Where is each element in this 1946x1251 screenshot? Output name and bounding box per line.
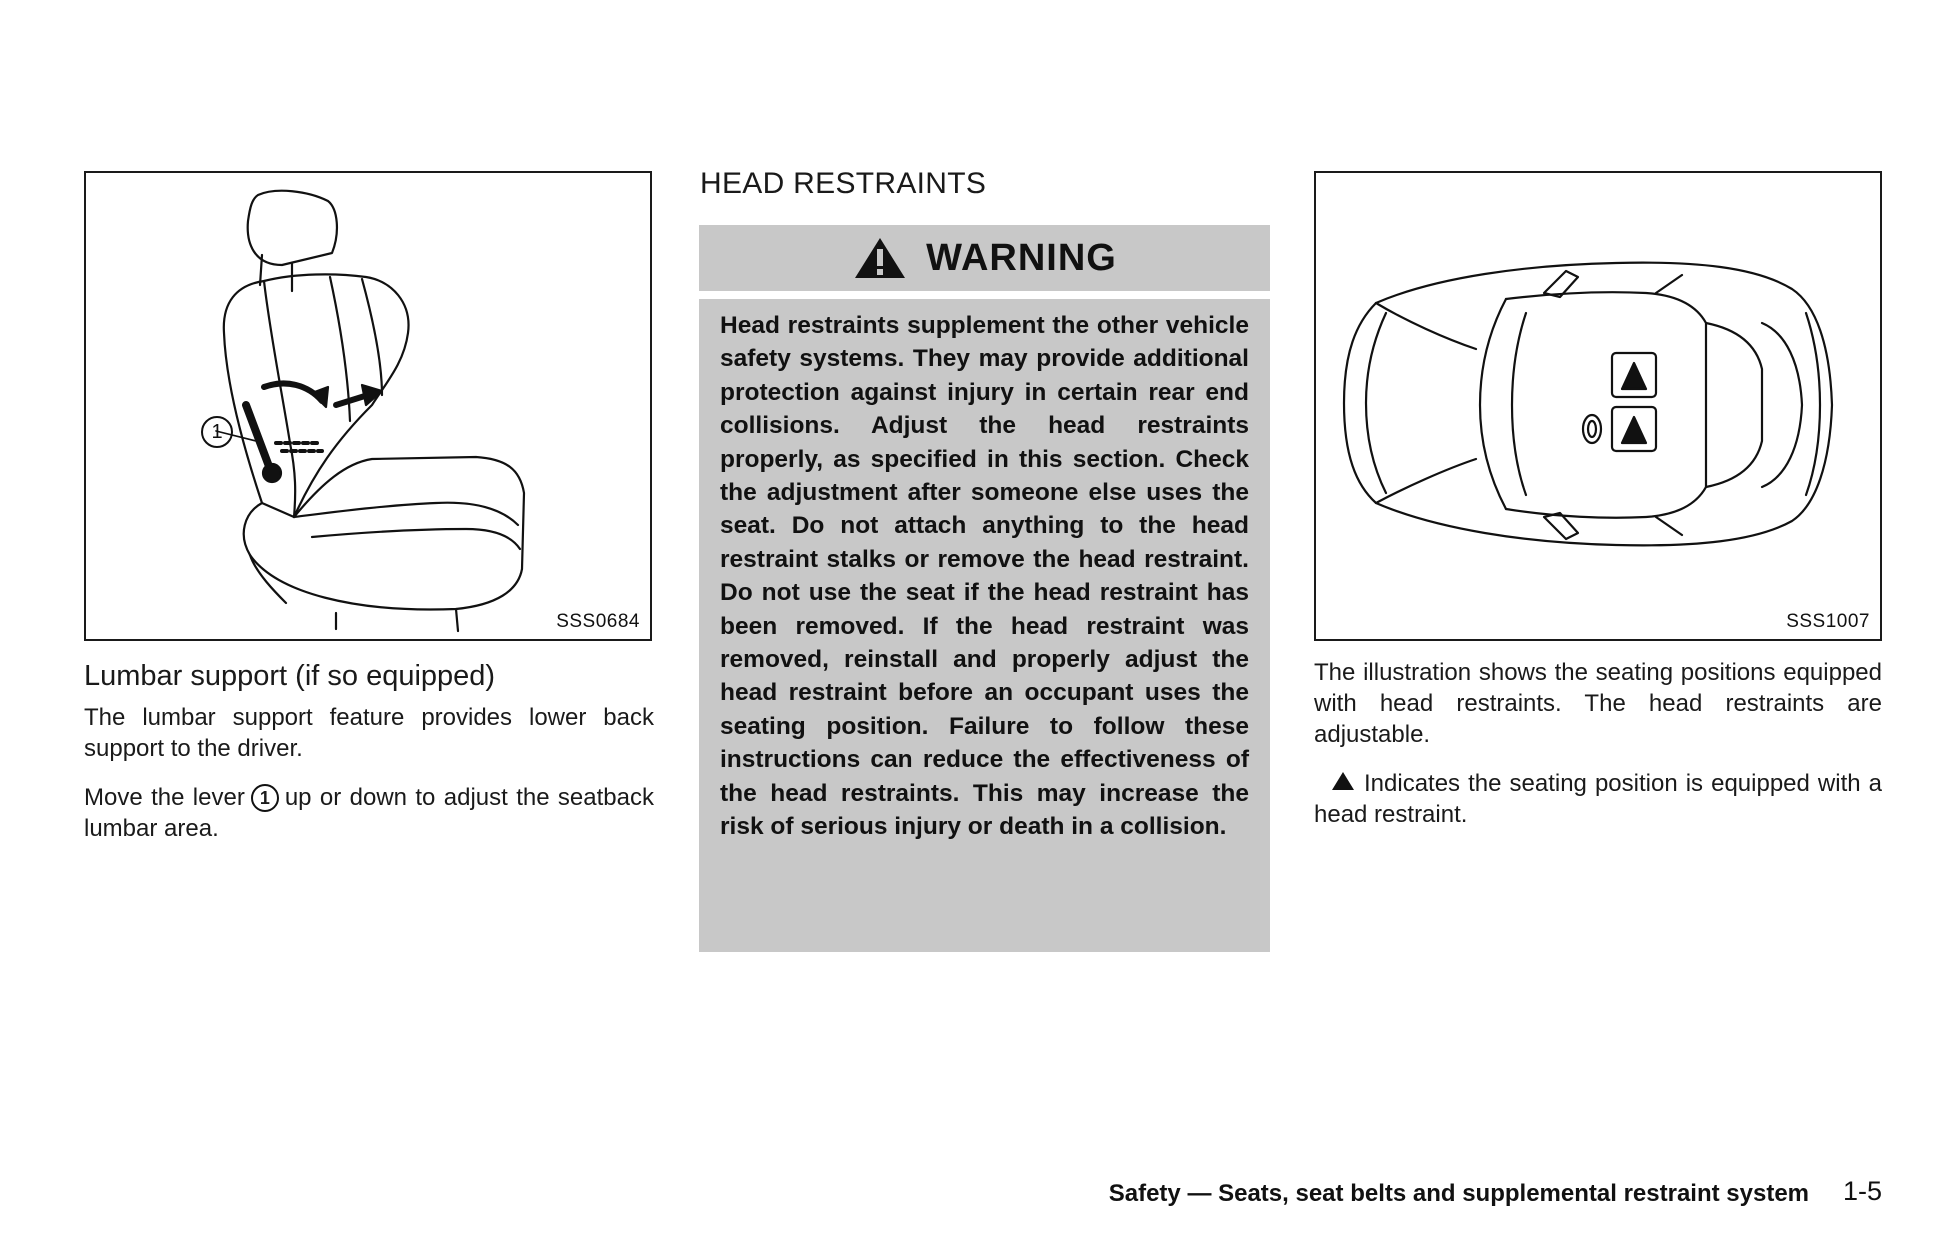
para2-after: up or down to adjust the seatback lumbar area. — [84, 784, 654, 842]
warning-title: WARNING — [926, 236, 1117, 279]
callout-1-label: 1 — [211, 421, 223, 443]
seating-paragraph-2-text: Indicates the seating position is equipped with a head restraint. — [1314, 770, 1882, 828]
inline-callout-1: 1 — [251, 784, 279, 812]
figure-code-sss1007: SSS1007 — [1786, 611, 1870, 632]
lumbar-support-subheading: Lumbar support (if so equipped) — [84, 660, 496, 692]
car-figure — [1314, 171, 1882, 641]
seating-paragraph-2 — [1314, 768, 1882, 830]
head-restraint-triangle-icon — [1332, 772, 1354, 790]
seat-figure — [84, 171, 652, 641]
warning-banner — [699, 225, 1270, 291]
warning-text: Head restraints supplement the other vehicle safety systems. They may provide additional protection against injury in certain rear end collisions. Adjust the head restraints properly, as specified in this section. Check the adjustment after someone else uses the seat. Do not attach anything to the head restraint stalks or remove the head restraint. Do not use the seat if the head restraint has been removed. If the head restraint was removed, reinstall and properly adjust the head restraint before an occupant uses the seating position. Failure to follow these instructions can reduce the effectiveness of the head restraints. This may increase the risk of serious injury or death in a collision. — [720, 312, 1249, 841]
warning-body — [699, 299, 1270, 952]
footer-section-title: Safety — Seats, seat belts and supplemental restraint system — [1108, 1180, 1809, 1207]
page-number: 1-5 — [1842, 1176, 1882, 1206]
lumbar-paragraph-1: The lumbar support feature provides lower back support to the driver. — [84, 704, 654, 762]
car-top-view-illustration — [1316, 173, 1880, 639]
callout-1 — [201, 416, 233, 448]
lumbar-paragraph-2 — [84, 782, 654, 844]
warning-triangle-icon — [852, 235, 908, 281]
lumbar-seat-illustration — [86, 173, 650, 639]
head-restraints-heading: HEAD RESTRAINTS — [700, 167, 987, 200]
figure-code-sss0684: SSS0684 — [556, 611, 640, 632]
seating-paragraph-1: The illustration shows the seating positions equipped with head restraints. The head restraints are adjustable. — [1314, 659, 1882, 748]
para2-before: Move the lever — [84, 784, 245, 811]
